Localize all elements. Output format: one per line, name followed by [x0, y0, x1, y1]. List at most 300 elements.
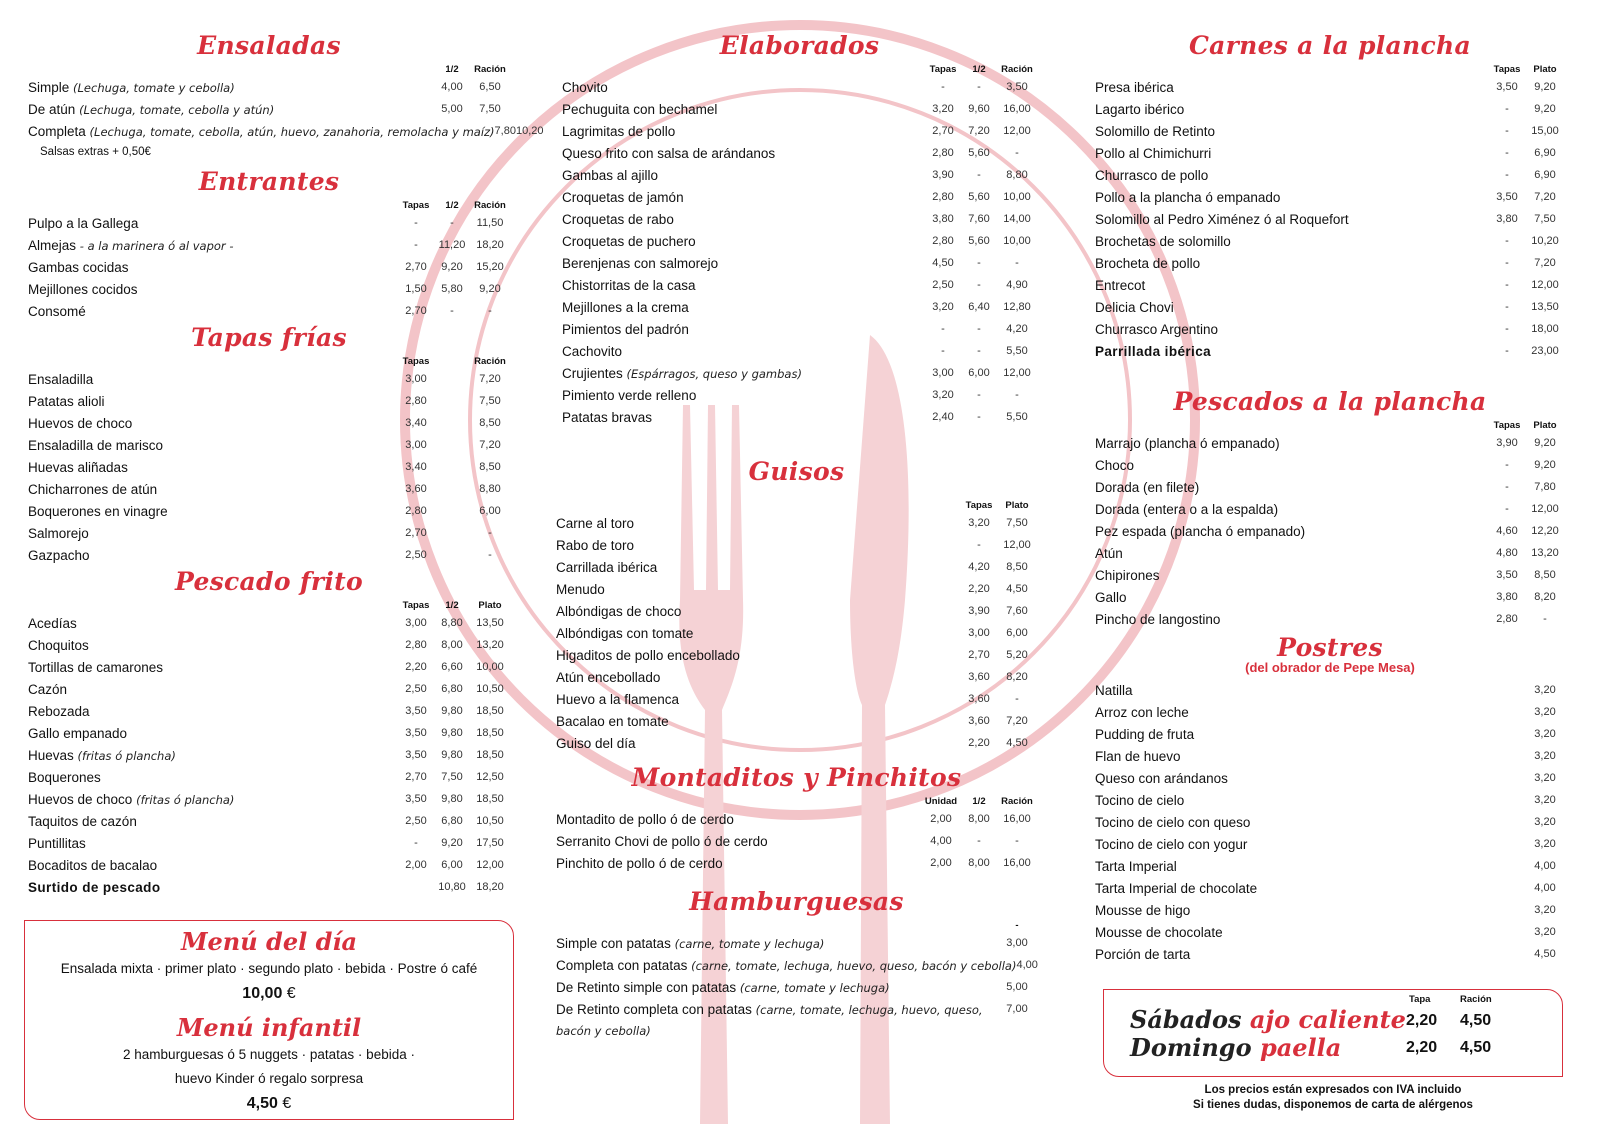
- menu-item: [28, 832, 510, 854]
- section-title: Montaditos y Pinchitos: [631, 763, 962, 792]
- item-label: Taquitos de cazón: [28, 813, 137, 829]
- item-price: 2,50: [405, 683, 427, 695]
- item-name: [1095, 458, 1489, 473]
- item-price: 18,20: [476, 881, 504, 893]
- item-description: (Espárragos, queso y gambas): [626, 366, 802, 381]
- item-name: [28, 792, 398, 807]
- price-headers: [1095, 62, 1565, 76]
- section-title: Elaborados: [719, 31, 880, 60]
- menu-item: [28, 522, 510, 544]
- special-price-tapa: 2,20: [1406, 1012, 1438, 1029]
- item-price: 3,50: [405, 793, 427, 805]
- menu-item: [556, 830, 1037, 852]
- item-label: Montadito de pollo ó de cerdo: [556, 811, 734, 827]
- item-price: 15,00: [1531, 125, 1559, 137]
- item-name: [28, 726, 398, 741]
- menu-infantil-title: Menú infantil: [176, 1013, 362, 1042]
- item-price: -: [941, 81, 945, 93]
- item-price: 2,20: [968, 583, 990, 595]
- item-price: 8,50: [1534, 569, 1556, 581]
- item-price: 8,80: [441, 617, 463, 629]
- header-tapas: Tapas: [402, 355, 430, 367]
- menu-item: [28, 612, 510, 634]
- item-name: [28, 216, 398, 231]
- menu-item: [562, 318, 1037, 340]
- item-price: 6,90: [1534, 147, 1556, 159]
- item-label: Higaditos de pollo encebollado: [556, 647, 740, 663]
- item-name: [28, 836, 398, 851]
- section-tapas-frias: [28, 322, 510, 566]
- item-price: 9,80: [441, 727, 463, 739]
- item-description: (carne, tomate y lechuga): [674, 936, 825, 951]
- menu-item: [28, 766, 510, 788]
- item-price: -: [1505, 235, 1509, 247]
- item-label: Presa ibérica: [1095, 79, 1174, 95]
- item-price: 3,40: [405, 461, 427, 473]
- price-value: 10,00: [242, 985, 283, 1002]
- item-label: Mousse de chocolate: [1095, 924, 1223, 940]
- item-name: [28, 238, 398, 253]
- item-price: 4,00: [1534, 882, 1556, 894]
- menu-infantil-line1: 2 hamburguesas ó 5 nuggets · patatas · bebida ·: [123, 1047, 415, 1062]
- item-price: -: [450, 305, 454, 317]
- menu-list: [28, 76, 544, 142]
- item-price: 4,80: [1496, 547, 1518, 559]
- item-label: Tocino de cielo: [1095, 792, 1185, 808]
- section-title: Carnes a la plancha: [1188, 31, 1472, 60]
- item-description: (Lechuga, tomate, cebolla y atún): [79, 102, 275, 117]
- item-price: 12,00: [1531, 503, 1559, 515]
- item-price: 3,20: [1534, 904, 1556, 916]
- item-price: 2,00: [930, 857, 952, 869]
- item-price: -: [941, 345, 945, 357]
- item-price: 8,00: [968, 813, 990, 825]
- item-label: Gazpacho: [28, 547, 90, 563]
- menu-item: [1095, 186, 1565, 208]
- header-racion: Ración: [1001, 63, 1033, 75]
- item-price: 2,80: [932, 191, 954, 203]
- item-label: Chovito: [562, 79, 608, 95]
- item-label: Completa con patatas: [556, 957, 688, 973]
- item-price: 9,60: [968, 103, 990, 115]
- item-label: Atún encebollado: [556, 669, 661, 685]
- item-label: Gambas al ajillo: [562, 167, 659, 183]
- header-tapas: Tapas: [929, 63, 957, 75]
- menu-item: [1095, 921, 1565, 943]
- item-price: 16,00: [1003, 103, 1031, 115]
- item-label: Huevos de choco: [28, 415, 133, 431]
- item-name: [28, 260, 398, 275]
- item-price: 3,80: [932, 213, 954, 225]
- item-name: [1095, 815, 1525, 830]
- menu-item: [556, 998, 1037, 1020]
- item-name: [1095, 947, 1525, 962]
- item-price: 5,50: [1006, 345, 1028, 357]
- item-price: 6,60: [441, 661, 463, 673]
- item-price: 11,50: [476, 217, 504, 229]
- item-price: 7,50: [1006, 517, 1028, 529]
- item-name: [556, 560, 961, 575]
- item-price: -: [414, 837, 418, 849]
- item-price: 2,80: [405, 395, 427, 407]
- item-price: 13,20: [1531, 547, 1559, 559]
- item-label: Queso con arándanos: [1095, 770, 1228, 786]
- item-name: [28, 438, 398, 453]
- item-price: 2,00: [930, 813, 952, 825]
- menu-item: [562, 230, 1037, 252]
- item-price: 7,20: [1534, 191, 1556, 203]
- item-name: [562, 124, 925, 139]
- item-label: Berenjenas con salmorejo: [562, 255, 719, 271]
- item-price: -: [1505, 147, 1509, 159]
- menu-item: [1095, 208, 1565, 230]
- item-label: Flan de huevo: [1095, 748, 1181, 764]
- item-price: 9,20: [441, 261, 463, 273]
- item-price: 12,00: [1531, 279, 1559, 291]
- item-price: 3,50: [1496, 191, 1518, 203]
- section-montaditos: [556, 762, 1037, 874]
- item-name: [556, 980, 997, 995]
- section-title: Pescados a la plancha: [1173, 387, 1487, 416]
- item-name: [28, 80, 434, 95]
- item-name: [562, 102, 925, 117]
- item-price: 8,80: [479, 483, 501, 495]
- header-tapas: Tapas: [402, 199, 430, 211]
- special-price-tapa: 2,20: [1406, 1039, 1438, 1056]
- item-label: Rabo de toro: [556, 537, 635, 553]
- menu-list: [556, 932, 1037, 1042]
- item-label: Natilla: [1095, 682, 1133, 698]
- item-name: [1095, 771, 1525, 786]
- item-price: 17,50: [476, 837, 504, 849]
- item-price: 5,20: [1006, 649, 1028, 661]
- item-label: Albóndigas de choco: [556, 603, 682, 619]
- item-name: [1095, 168, 1489, 183]
- item-label: De Retinto completa con patatas: [556, 1001, 752, 1017]
- item-price: 10,00: [1003, 235, 1031, 247]
- footer-iva: Los precios están expresados con IVA incluido: [1204, 1084, 1462, 1096]
- item-price: -: [488, 305, 492, 317]
- item-price: -: [1505, 503, 1509, 515]
- item-label: Huevas aliñadas: [28, 459, 128, 475]
- item-label: Patatas bravas: [562, 409, 653, 425]
- item-price: 9,20: [1534, 103, 1556, 115]
- item-price: 9,80: [441, 705, 463, 717]
- item-label: Croquetas de jamón: [562, 189, 684, 205]
- item-price: 2,80: [1496, 613, 1518, 625]
- item-label: Pollo a la plancha ó empanado: [1095, 189, 1281, 205]
- item-name: [556, 604, 961, 619]
- item-price: 13,20: [476, 639, 504, 651]
- item-price: 5,50: [1006, 411, 1028, 423]
- menu-item: [1095, 767, 1565, 789]
- item-price: 9,20: [1534, 81, 1556, 93]
- item-name: [28, 482, 398, 497]
- item-name: [1095, 102, 1489, 117]
- item-price: 18,50: [476, 705, 504, 717]
- menu-item: [1095, 833, 1565, 855]
- item-price: 15,20: [476, 261, 504, 273]
- item-price: -: [1505, 103, 1509, 115]
- item-label: Mejillones a la crema: [562, 299, 689, 315]
- item-name: [1095, 705, 1525, 720]
- price-headers: [556, 498, 1037, 512]
- item-price: 6,80: [441, 815, 463, 827]
- item-label: Pimiento verde relleno: [562, 387, 697, 403]
- item-label: Carne al toro: [556, 515, 635, 531]
- item-price: 3,60: [968, 671, 990, 683]
- item-label: Delicia Chovi: [1095, 299, 1174, 315]
- item-price: -: [977, 81, 981, 93]
- item-description: - a la marinera ó al vapor -: [79, 238, 234, 253]
- item-price: 3,80: [1496, 591, 1518, 603]
- menu-item: [1095, 476, 1565, 498]
- item-price: 8,80: [1006, 169, 1028, 181]
- item-label: Cachovito: [562, 343, 623, 359]
- item-name: [562, 190, 925, 205]
- item-description: (carne, tomate y lechuga): [739, 980, 890, 995]
- item-label: Chicharrones de atún: [28, 481, 158, 497]
- item-price: 18,00: [1531, 323, 1559, 335]
- item-name: [28, 638, 398, 653]
- menu-item: [562, 252, 1037, 274]
- item-name: [556, 834, 921, 849]
- section-postres: [1095, 632, 1565, 965]
- header-half: 1/2: [972, 63, 986, 75]
- item-label: Gallo empanado: [28, 725, 128, 741]
- item-price: 2,80: [932, 147, 954, 159]
- menu-item: [556, 622, 1037, 644]
- price-headers: [556, 918, 1037, 932]
- item-price: 12,80: [1003, 301, 1031, 313]
- menu-item: [1095, 789, 1565, 811]
- item-price: 8,50: [479, 461, 501, 473]
- menu-infantil-price: [25, 1091, 513, 1117]
- item-price: 1,50: [405, 283, 427, 295]
- item-name: [28, 548, 398, 563]
- item-price: 3,00: [1006, 937, 1028, 949]
- item-price: 10,00: [476, 661, 504, 673]
- item-label: Chipirones: [1095, 567, 1160, 583]
- menu-list: [556, 808, 1037, 874]
- menu-item: [1095, 899, 1565, 921]
- item-price: 10,50: [476, 815, 504, 827]
- item-price: 3,90: [932, 169, 954, 181]
- item-description: (fritas ó plancha): [136, 792, 235, 807]
- menu-item: [562, 76, 1037, 98]
- item-label: Atún: [1095, 545, 1123, 561]
- item-price: 12,00: [1003, 539, 1031, 551]
- menu-list: [562, 76, 1037, 428]
- price-value: 4,50: [246, 1095, 278, 1112]
- header-plato: Plato: [1005, 499, 1029, 511]
- item-price: 4,60: [1496, 525, 1518, 537]
- item-label: De atún: [28, 101, 76, 117]
- item-price: -: [977, 323, 981, 335]
- menu-item: [556, 808, 1037, 830]
- special-dish: paella: [1259, 1033, 1342, 1062]
- menu-item-continued: [556, 1020, 1037, 1042]
- item-price: 4,90: [1006, 279, 1028, 291]
- item-price: 9,20: [1534, 437, 1556, 449]
- item-price: 7,60: [968, 213, 990, 225]
- item-price: 6,00: [441, 859, 463, 871]
- header-half: 1/2: [445, 599, 459, 611]
- item-price: 14,00: [1003, 213, 1031, 225]
- item-price: 3,80: [1496, 213, 1518, 225]
- menu-item: [28, 212, 510, 234]
- item-price: 2,50: [932, 279, 954, 291]
- footer-alergenos: Si tienes dudas, disponemos de carta de alérgenos: [1193, 1099, 1473, 1111]
- item-price: 18,50: [476, 749, 504, 761]
- menu-item: [1095, 498, 1565, 520]
- item-price: 4,50: [932, 257, 954, 269]
- footer-notes: [1103, 1083, 1563, 1113]
- item-name: [1095, 480, 1489, 495]
- item-price: 5,00: [1006, 981, 1028, 993]
- item-name: [556, 714, 961, 729]
- item-price: 3,40: [405, 417, 427, 429]
- item-price: -: [450, 217, 454, 229]
- section-subtitle: (del obrador de Pepe Mesa): [1245, 660, 1415, 675]
- item-name: [1095, 212, 1489, 227]
- price-headers: [28, 62, 510, 76]
- item-price: 2,70: [932, 125, 954, 137]
- menu-item: [556, 852, 1037, 874]
- weekend-specials-box: [1103, 989, 1563, 1077]
- item-price: 2,70: [405, 305, 427, 317]
- item-price: -: [1015, 389, 1019, 401]
- header-racion: Ración: [474, 199, 506, 211]
- item-label: Ensaladilla: [28, 371, 94, 387]
- item-price: 12,00: [476, 859, 504, 871]
- item-label: Menudo: [556, 581, 605, 597]
- item-name: [562, 344, 925, 359]
- section-title: Postres: [1277, 633, 1383, 662]
- menu-item: [28, 278, 510, 300]
- item-price: -: [1505, 301, 1509, 313]
- currency: €: [286, 985, 296, 1002]
- item-name: [1095, 881, 1525, 896]
- item-name: [562, 256, 925, 271]
- item-description: (carne, tomate, lechuga, huevo, queso,: [755, 1002, 983, 1017]
- menu-item: [556, 666, 1037, 688]
- item-name: [562, 278, 925, 293]
- item-name: [1095, 727, 1525, 742]
- item-price: 2,00: [405, 859, 427, 871]
- item-price: 3,20: [1534, 838, 1556, 850]
- item-label: Consomé: [28, 303, 86, 319]
- item-name: [1095, 590, 1489, 605]
- item-label: Pez espada (plancha ó empanado): [1095, 523, 1306, 539]
- item-name: [1095, 568, 1489, 583]
- item-label: Huevo a la flamenca: [556, 691, 680, 707]
- menu-item: [1095, 340, 1565, 362]
- item-name: [556, 736, 961, 751]
- item-name: [28, 460, 398, 475]
- item-name: [1095, 436, 1489, 451]
- price-headers: [28, 354, 510, 368]
- item-price: -: [1505, 323, 1509, 335]
- item-name: [28, 526, 398, 541]
- item-price: 5,00: [441, 103, 463, 115]
- item-label: Bocaditos de bacalao: [28, 857, 158, 873]
- menu-item: [1095, 76, 1565, 98]
- item-price: 7,20: [1006, 715, 1028, 727]
- item-label: Pincho de langostino: [1095, 611, 1221, 627]
- header-dash: -: [1015, 919, 1019, 931]
- menu-item: [1095, 745, 1565, 767]
- item-name: [28, 616, 398, 631]
- item-name: [1095, 278, 1489, 293]
- item-price: -: [977, 279, 981, 291]
- salsas-note: Salsas extras + 0,50€: [40, 146, 151, 158]
- item-name: [1095, 903, 1525, 918]
- menu-item: [562, 296, 1037, 318]
- menu-item: [562, 340, 1037, 362]
- item-label: Entrecot: [1095, 277, 1146, 293]
- item-name: [1095, 300, 1489, 315]
- item-price: 13,50: [1531, 301, 1559, 313]
- item-label: Choquitos: [28, 637, 89, 653]
- item-name: [1095, 190, 1489, 205]
- section-title: Ensaladas: [197, 31, 341, 60]
- section-carnes: [1095, 30, 1565, 362]
- item-price: -: [414, 239, 418, 251]
- header-plato: Plato: [478, 599, 502, 611]
- item-name: [562, 388, 925, 403]
- item-price: 12,00: [1003, 125, 1031, 137]
- item-price: 16,00: [1003, 857, 1031, 869]
- header-half: 1/2: [445, 199, 459, 211]
- item-price: 3,20: [1534, 706, 1556, 718]
- item-label: Bacalao en tomate: [556, 713, 669, 729]
- item-name: [28, 372, 398, 387]
- item-price: 7,50: [479, 103, 501, 115]
- menu-item: [562, 142, 1037, 164]
- item-description: (Lechuga, tomate y cebolla): [73, 80, 235, 95]
- menu-item: [28, 390, 510, 412]
- item-name: [562, 300, 925, 315]
- item-price: 3,60: [968, 693, 990, 705]
- item-price: -: [977, 411, 981, 423]
- item-name: [1095, 683, 1525, 698]
- header-plato: Plato: [1533, 419, 1557, 431]
- item-name: [1095, 546, 1489, 561]
- menu-item: [28, 544, 510, 566]
- item-label: Lagrimitas de pollo: [562, 123, 676, 139]
- item-price: 2,80: [405, 505, 427, 517]
- item-price: 7,50: [441, 771, 463, 783]
- section-hamburguesas: [556, 886, 1037, 1042]
- item-label: Huevas: [28, 747, 74, 763]
- item-price: 2,20: [405, 661, 427, 673]
- item-price: 3,90: [1496, 437, 1518, 449]
- item-label: Marrajo (plancha ó empanado): [1095, 435, 1280, 451]
- menu-list: [556, 512, 1037, 754]
- menu-item: [1095, 520, 1565, 542]
- item-name: [556, 626, 961, 641]
- menu-item: [28, 98, 510, 120]
- item-price: 3,90: [968, 605, 990, 617]
- item-price: 10,50: [476, 683, 504, 695]
- item-name: [562, 234, 925, 249]
- menu-item: [556, 578, 1037, 600]
- item-price: 5,60: [968, 235, 990, 247]
- section-elaborados: [562, 30, 1037, 428]
- item-name: [556, 856, 921, 871]
- item-name: [562, 410, 925, 425]
